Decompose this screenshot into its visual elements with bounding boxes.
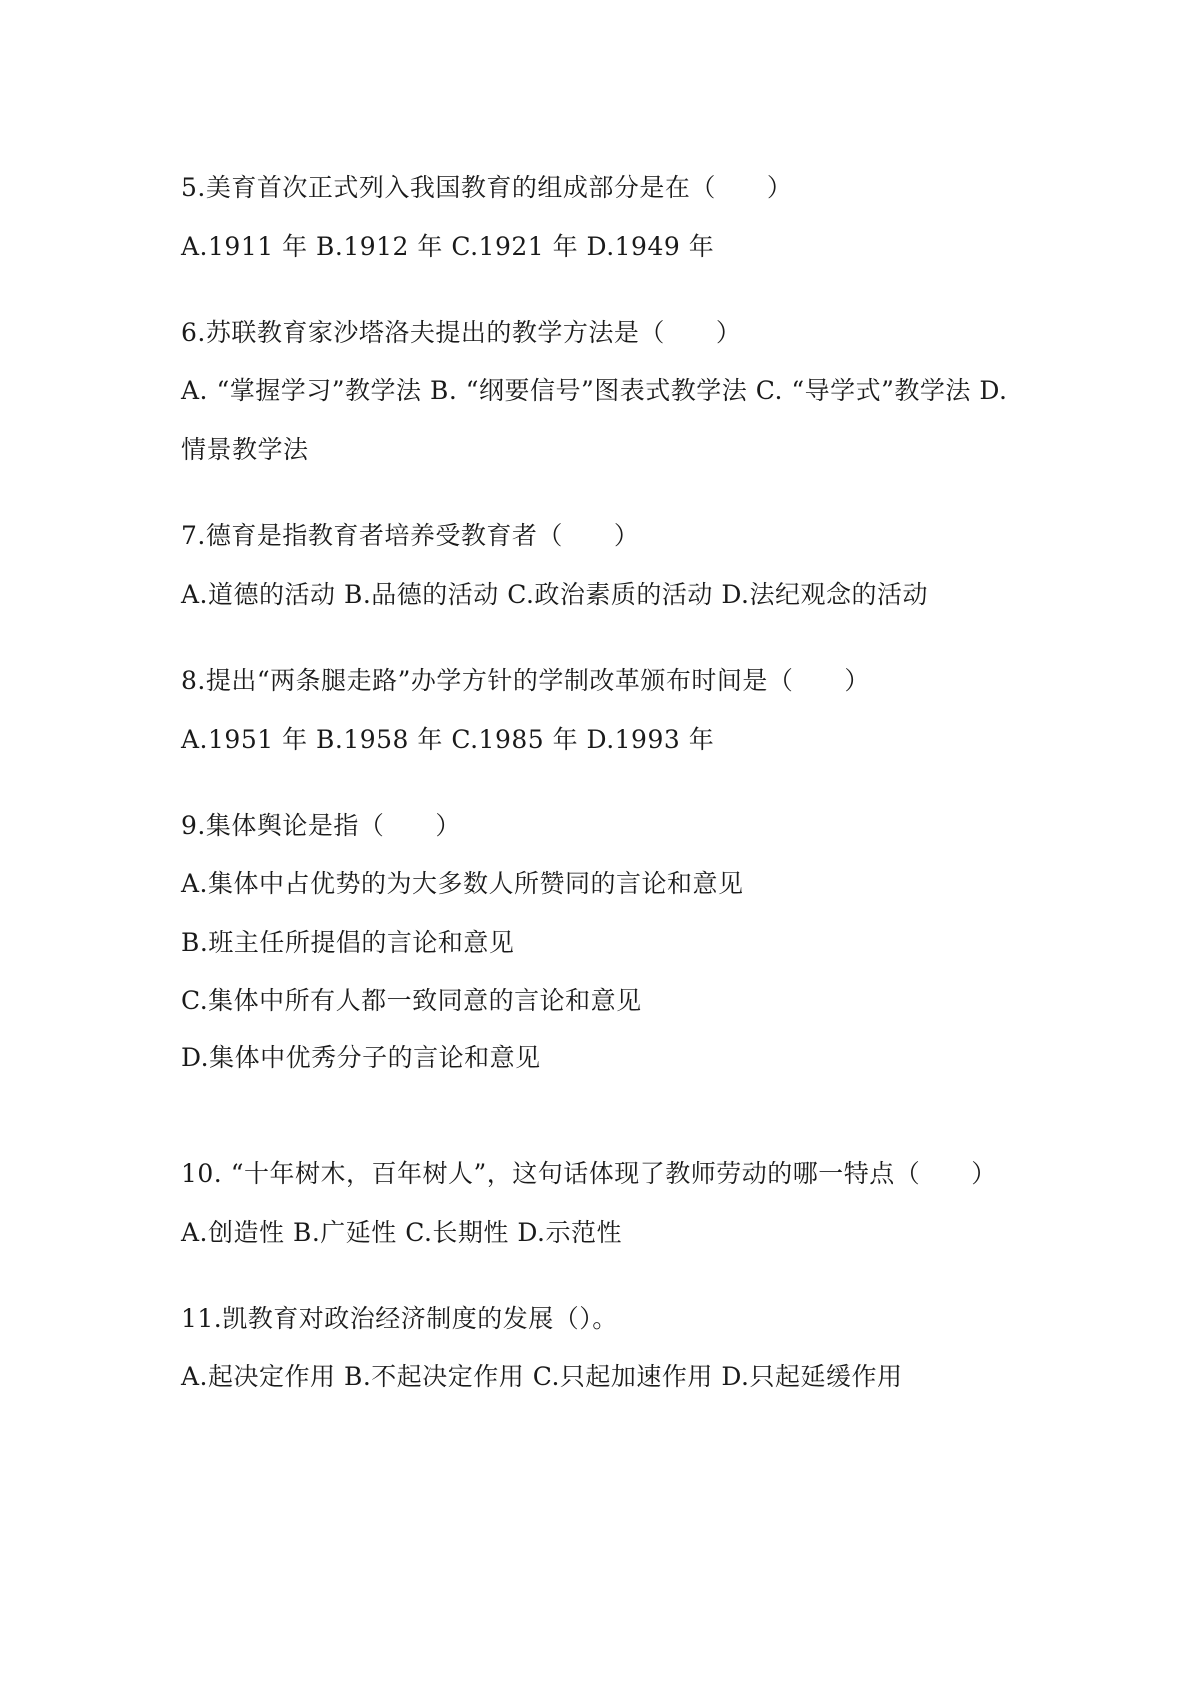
question-9-option-c: C.集体中所有人都一致同意的言论和意见 — [181, 986, 642, 1015]
question-11-options: A.起决定作用 B.不起决定作用 C.只起加速作用 D.只起延缓作用 — [181, 1362, 903, 1391]
question-6-options-line-1: A. “掌握学习”教学法 B. “纲要信号”图表式教学法 C. “导学式”教学法 D. — [181, 376, 1008, 405]
question-5-options: A.1911 年 B.1912 年 C.1921 年 D.1949 年 — [181, 232, 715, 261]
question-11-stem: 11.凯教育对政治经济制度的发展（）。 — [181, 1304, 618, 1333]
question-7-stem: 7.德育是指教育者培养受教育者（ ） — [181, 521, 640, 550]
question-9-option-a: A.集体中占优势的为大多数人所赞同的言论和意见 — [181, 869, 744, 898]
question-10-stem: 10. “十年树木，百年树人”，这句话体现了教师劳动的哪一特点（ ） — [181, 1159, 997, 1188]
question-10-options: A.创造性 B.广延性 C.长期性 D.示范性 — [181, 1218, 622, 1247]
question-9-option-b: B.班主任所提倡的言论和意见 — [181, 928, 515, 957]
question-9-stem: 9.集体舆论是指（ ） — [181, 811, 461, 840]
question-6-options-line-2: 情景教学法 — [181, 435, 309, 464]
question-5-stem: 5.美育首次正式列入我国教育的组成部分是在（ ） — [181, 173, 793, 202]
question-8-stem: 8.提出“两条腿走路”办学方针的学制改革颁布时间是（ ） — [181, 666, 870, 695]
question-9-option-d: D.集体中优秀分子的言论和意见 — [181, 1043, 541, 1072]
question-7-options: A.道德的活动 B.品德的活动 C.政治素质的活动 D.法纪观念的活动 — [181, 580, 928, 609]
question-8-options: A.1951 年 B.1958 年 C.1985 年 D.1993 年 — [181, 725, 715, 754]
question-6-stem: 6.苏联教育家沙塔洛夫提出的教学方法是（ ） — [181, 318, 742, 347]
